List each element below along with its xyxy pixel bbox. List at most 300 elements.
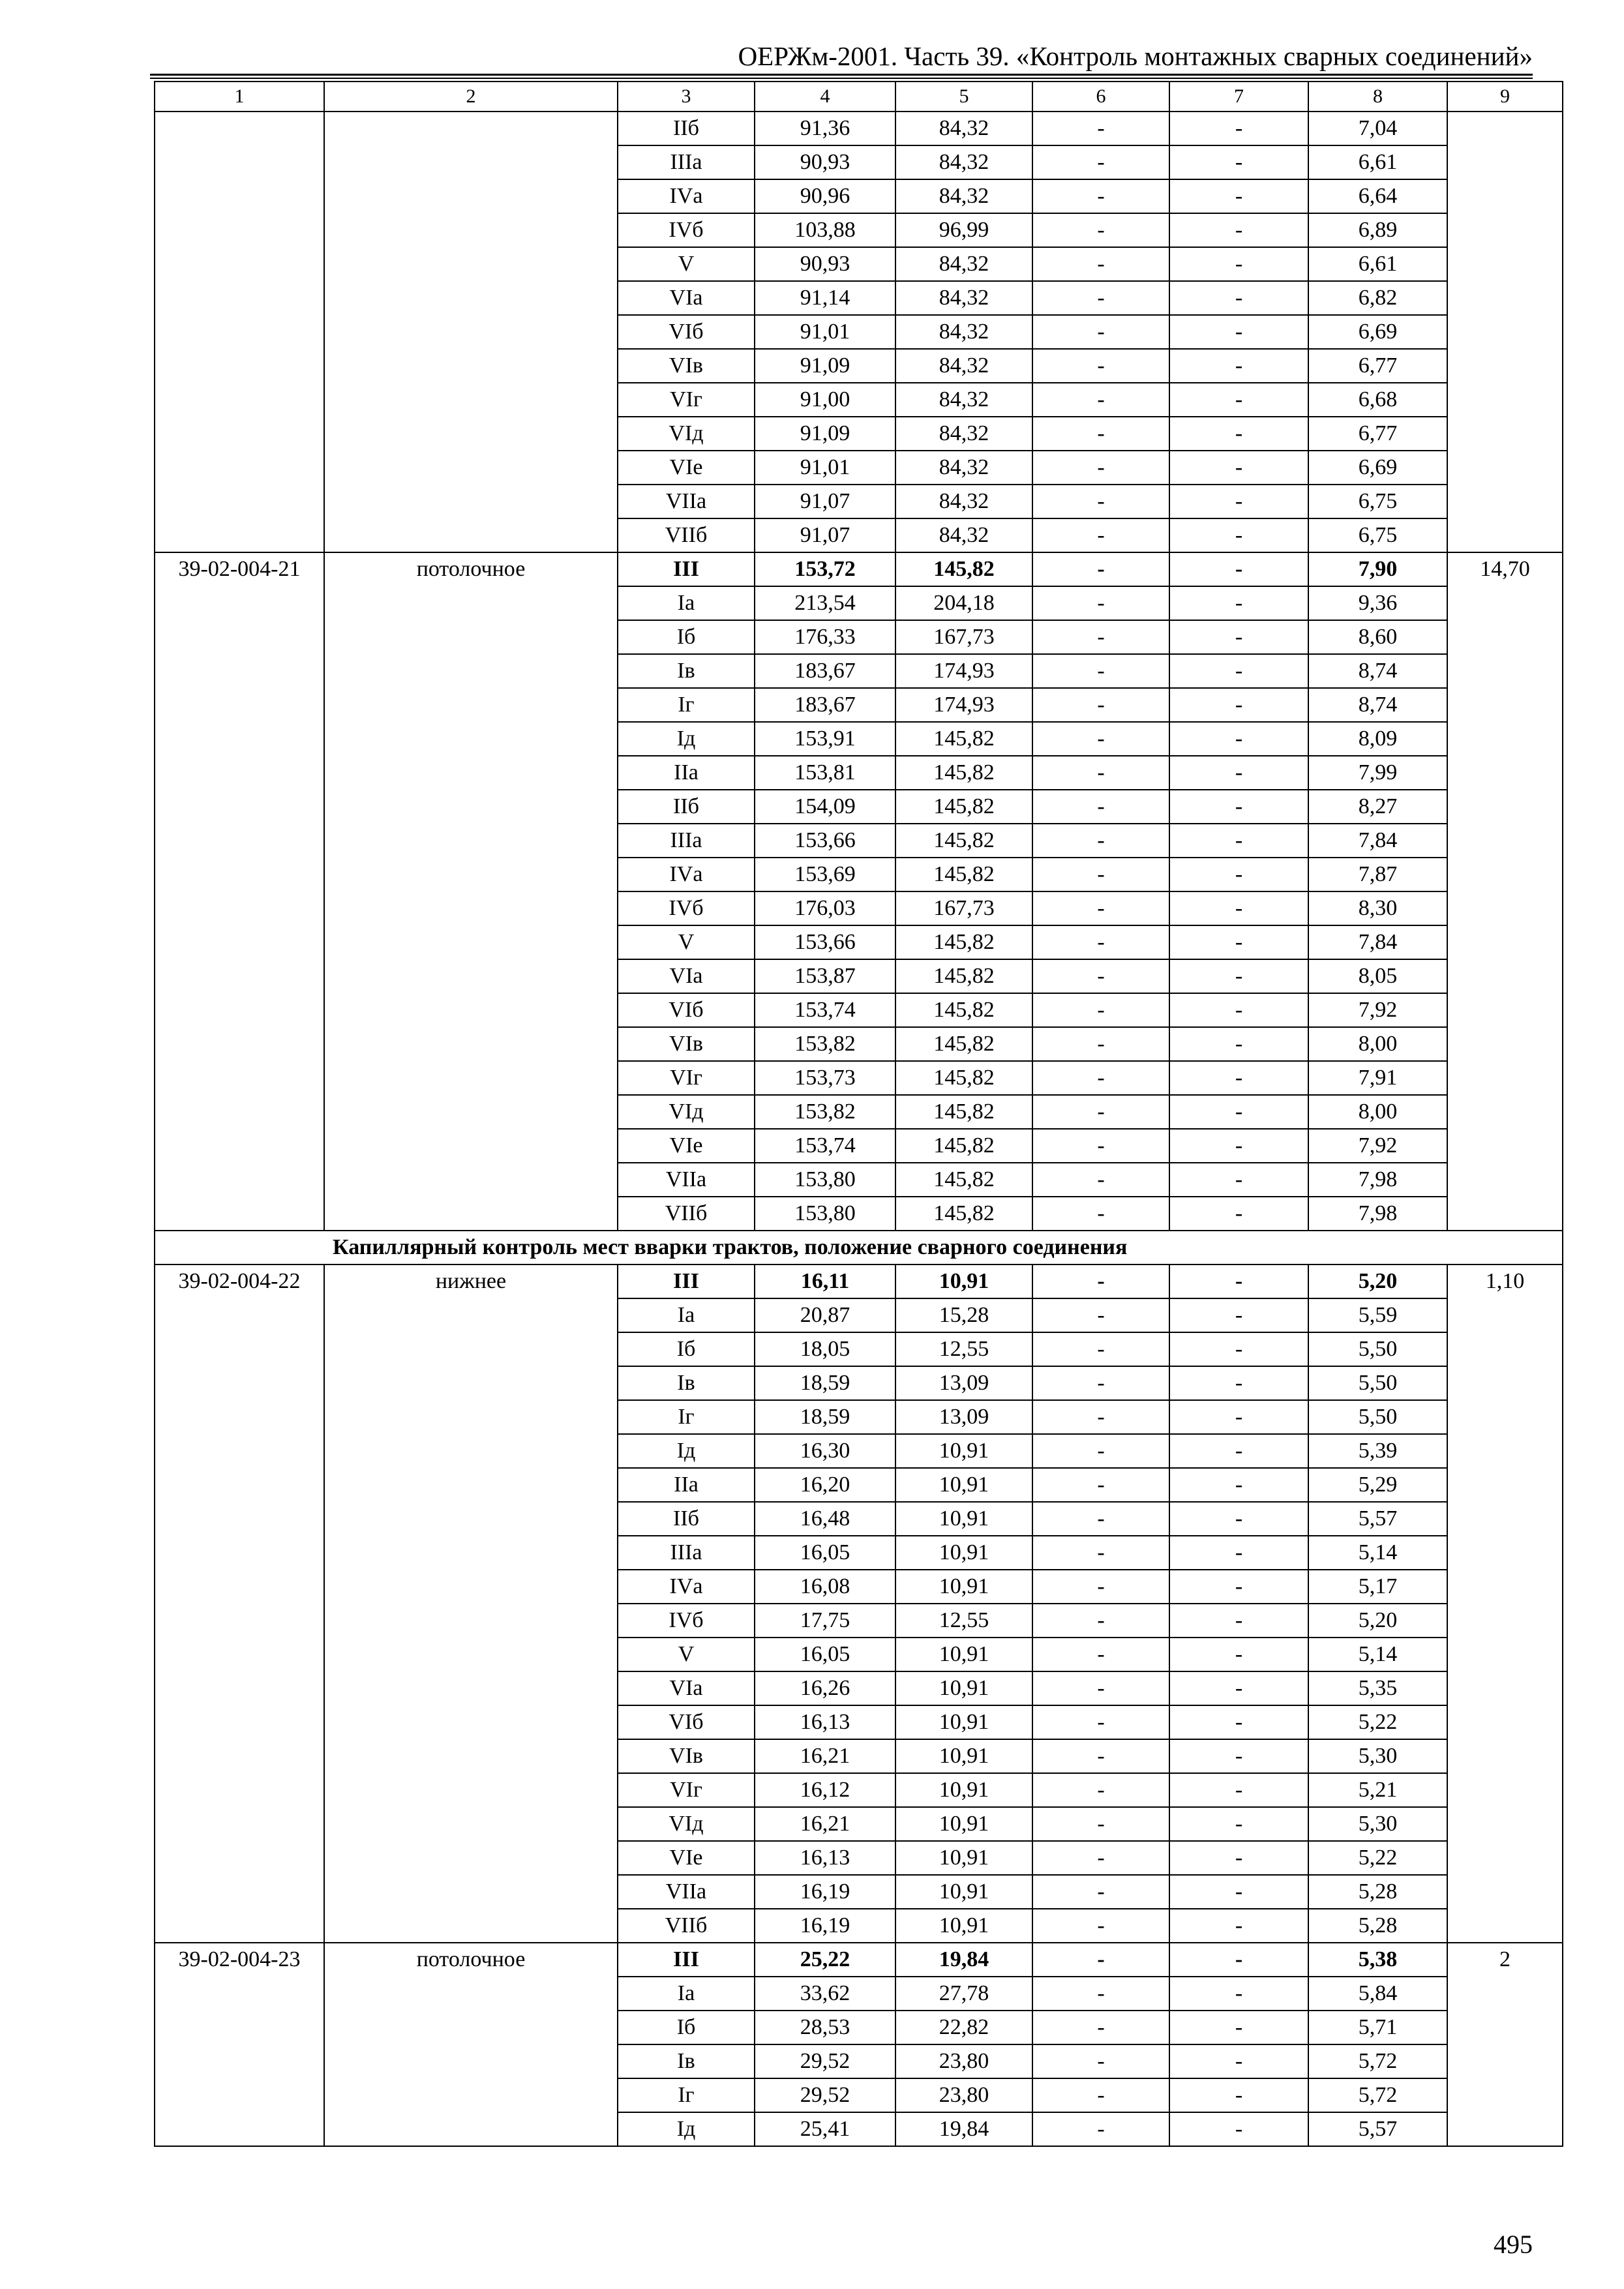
machine-wage-cell: - — [1169, 1264, 1308, 1298]
wage-cell: 84,32 — [895, 112, 1032, 145]
wage-cell: 145,82 — [895, 1197, 1032, 1231]
materials-cell: 5,28 — [1308, 1875, 1447, 1909]
section-heading: Капиллярный контроль мест вварки трактов, положение сварного соединения — [155, 1231, 1563, 1264]
machine-wage-cell: - — [1169, 247, 1308, 281]
wage-cell: 10,91 — [895, 1570, 1032, 1604]
machine-cell: - — [1032, 824, 1169, 858]
machine-cell: - — [1032, 1468, 1169, 1502]
column-number: 2 — [324, 82, 618, 112]
materials-cell: 5,71 — [1308, 2011, 1447, 2044]
total-cost-cell: 154,09 — [755, 790, 895, 824]
machine-cell: - — [1032, 552, 1169, 586]
machine-wage-cell: - — [1169, 1773, 1308, 1807]
wage-cell: 145,82 — [895, 1061, 1032, 1095]
total-cost-cell: 153,80 — [755, 1163, 895, 1197]
materials-cell: 5,39 — [1308, 1434, 1447, 1468]
wage-cell: 15,28 — [895, 1298, 1032, 1332]
header-rule — [150, 74, 1533, 76]
machine-cell: - — [1032, 1570, 1169, 1604]
wage-cell: 84,32 — [895, 485, 1032, 518]
wage-cell: 23,80 — [895, 2044, 1032, 2078]
machine-cell: - — [1032, 1163, 1169, 1197]
materials-cell: 9,36 — [1308, 586, 1447, 620]
zone-cell: VIг — [618, 383, 755, 417]
page-number: 495 — [1494, 2230, 1533, 2259]
machine-cell: - — [1032, 2112, 1169, 2146]
materials-cell: 5,30 — [1308, 1807, 1447, 1841]
total-cost-cell: 16,19 — [755, 1909, 895, 1943]
machine-cell: - — [1032, 1909, 1169, 1943]
zone-cell: VIг — [618, 1773, 755, 1807]
materials-cell: 6,75 — [1308, 518, 1447, 552]
table-row — [155, 1264, 1563, 1298]
wage-cell: 84,32 — [895, 179, 1032, 213]
materials-cell: 5,72 — [1308, 2044, 1447, 2078]
weld-position-cell: потолочное — [324, 1943, 618, 2146]
machine-cell: - — [1032, 1400, 1169, 1434]
wage-cell: 145,82 — [895, 790, 1032, 824]
materials-cell: 5,28 — [1308, 1909, 1447, 1943]
total-cost-cell: 153,69 — [755, 858, 895, 891]
column-number: 5 — [895, 82, 1032, 112]
wage-cell: 145,82 — [895, 1027, 1032, 1061]
zone-cell: Iб — [618, 1332, 755, 1366]
total-cost-cell: 16,26 — [755, 1671, 895, 1705]
zone-cell: Iб — [618, 620, 755, 654]
machine-wage-cell: - — [1169, 586, 1308, 620]
zone-cell: VIв — [618, 1027, 755, 1061]
machine-cell: - — [1032, 1332, 1169, 1366]
zone-cell: VIа — [618, 281, 755, 315]
machine-cell: - — [1032, 417, 1169, 451]
machine-wage-cell: - — [1169, 891, 1308, 925]
machine-wage-cell: - — [1169, 1943, 1308, 1977]
zone-cell: Iг — [618, 1400, 755, 1434]
materials-cell: 7,98 — [1308, 1163, 1447, 1197]
machine-wage-cell: - — [1169, 620, 1308, 654]
materials-cell: 8,00 — [1308, 1027, 1447, 1061]
materials-cell: 6,64 — [1308, 179, 1447, 213]
materials-cell: 5,50 — [1308, 1332, 1447, 1366]
machine-wage-cell: - — [1169, 1705, 1308, 1739]
rate-code-cell: 39-02-004-23 — [155, 1943, 324, 2146]
materials-cell: 5,20 — [1308, 1264, 1447, 1298]
table-body — [155, 112, 1563, 2146]
materials-cell: 7,99 — [1308, 756, 1447, 790]
total-cost-cell: 176,33 — [755, 620, 895, 654]
materials-cell: 8,60 — [1308, 620, 1447, 654]
column-number: 6 — [1032, 82, 1169, 112]
machine-wage-cell: - — [1169, 824, 1308, 858]
machine-wage-cell: - — [1169, 993, 1308, 1027]
wage-cell: 145,82 — [895, 858, 1032, 891]
zone-cell: IVб — [618, 891, 755, 925]
machine-wage-cell: - — [1169, 485, 1308, 518]
rate-code-cell: 39-02-004-21 — [155, 552, 324, 1231]
wage-cell: 145,82 — [895, 552, 1032, 586]
machine-wage-cell: - — [1169, 1502, 1308, 1536]
section-heading-row — [155, 1231, 1563, 1264]
machine-cell: - — [1032, 925, 1169, 959]
total-cost-cell: 91,36 — [755, 112, 895, 145]
machine-cell: - — [1032, 1536, 1169, 1570]
materials-cell: 6,77 — [1308, 349, 1447, 383]
machine-wage-cell: - — [1169, 281, 1308, 315]
machine-cell: - — [1032, 1129, 1169, 1163]
total-cost-cell: 16,48 — [755, 1502, 895, 1536]
zone-cell: IIа — [618, 1468, 755, 1502]
materials-cell: 5,22 — [1308, 1705, 1447, 1739]
labor-cell: 1,10 — [1447, 1264, 1563, 1943]
zone-cell: Iг — [618, 688, 755, 722]
wage-cell: 12,55 — [895, 1332, 1032, 1366]
materials-cell: 7,84 — [1308, 824, 1447, 858]
labor-cell — [1447, 112, 1563, 552]
machine-cell: - — [1032, 2011, 1169, 2044]
materials-cell: 6,75 — [1308, 485, 1447, 518]
zone-cell: VIе — [618, 451, 755, 485]
wage-cell: 84,32 — [895, 383, 1032, 417]
wage-cell: 145,82 — [895, 824, 1032, 858]
total-cost-cell: 90,93 — [755, 247, 895, 281]
zone-cell: VIIа — [618, 1875, 755, 1909]
machine-cell: - — [1032, 1807, 1169, 1841]
materials-cell: 5,17 — [1308, 1570, 1447, 1604]
machine-wage-cell: - — [1169, 1095, 1308, 1129]
machine-cell: - — [1032, 1366, 1169, 1400]
materials-cell: 5,50 — [1308, 1366, 1447, 1400]
total-cost-cell: 16,21 — [755, 1807, 895, 1841]
column-number: 8 — [1308, 82, 1447, 112]
total-cost-cell: 153,80 — [755, 1197, 895, 1231]
total-cost-cell: 25,41 — [755, 2112, 895, 2146]
wage-cell: 22,82 — [895, 2011, 1032, 2044]
zone-cell: VIа — [618, 1671, 755, 1705]
zone-cell: V — [618, 1638, 755, 1671]
materials-cell: 6,69 — [1308, 315, 1447, 349]
total-cost-cell: 153,66 — [755, 925, 895, 959]
wage-cell: 10,91 — [895, 1841, 1032, 1875]
page-header-title: ОЕРЖм-2001. Часть 39. «Контроль монтажных сварных соединений» — [738, 41, 1533, 71]
column-number-row — [155, 82, 1563, 112]
wage-cell: 19,84 — [895, 1943, 1032, 1977]
machine-cell: - — [1032, 790, 1169, 824]
column-number: 4 — [755, 82, 895, 112]
wage-cell: 10,91 — [895, 1434, 1032, 1468]
machine-cell: - — [1032, 2078, 1169, 2112]
materials-cell: 5,72 — [1308, 2078, 1447, 2112]
zone-cell: IVа — [618, 858, 755, 891]
wage-cell: 84,32 — [895, 281, 1032, 315]
machine-cell: - — [1032, 518, 1169, 552]
machine-wage-cell: - — [1169, 1129, 1308, 1163]
machine-wage-cell: - — [1169, 1434, 1308, 1468]
zone-cell: Iд — [618, 722, 755, 756]
total-cost-cell: 153,87 — [755, 959, 895, 993]
zone-cell: VIб — [618, 993, 755, 1027]
wage-cell: 10,91 — [895, 1875, 1032, 1909]
materials-cell: 5,22 — [1308, 1841, 1447, 1875]
machine-wage-cell: - — [1169, 790, 1308, 824]
materials-cell: 5,84 — [1308, 1977, 1447, 2011]
total-cost-cell: 16,12 — [755, 1773, 895, 1807]
machine-cell: - — [1032, 1977, 1169, 2011]
machine-cell: - — [1032, 1095, 1169, 1129]
total-cost-cell: 18,59 — [755, 1366, 895, 1400]
total-cost-cell: 153,66 — [755, 824, 895, 858]
machine-cell: - — [1032, 1875, 1169, 1909]
wage-cell: 84,32 — [895, 145, 1032, 179]
zone-cell: VIд — [618, 1095, 755, 1129]
total-cost-cell: 153,82 — [755, 1027, 895, 1061]
zone-cell: VIа — [618, 959, 755, 993]
materials-cell: 6,61 — [1308, 247, 1447, 281]
materials-cell: 7,98 — [1308, 1197, 1447, 1231]
machine-cell: - — [1032, 179, 1169, 213]
materials-cell: 8,05 — [1308, 959, 1447, 993]
machine-wage-cell: - — [1169, 2011, 1308, 2044]
wage-cell: 167,73 — [895, 620, 1032, 654]
zone-cell: III — [618, 1264, 755, 1298]
total-cost-cell: 91,09 — [755, 417, 895, 451]
machine-wage-cell: - — [1169, 1807, 1308, 1841]
total-cost-cell: 29,52 — [755, 2044, 895, 2078]
total-cost-cell: 28,53 — [755, 2011, 895, 2044]
wage-cell: 145,82 — [895, 756, 1032, 790]
machine-wage-cell: - — [1169, 858, 1308, 891]
wage-cell: 84,32 — [895, 518, 1032, 552]
materials-cell: 6,61 — [1308, 145, 1447, 179]
total-cost-cell: 91,09 — [755, 349, 895, 383]
total-cost-cell: 91,14 — [755, 281, 895, 315]
weld-position-cell: нижнее — [324, 1264, 618, 1943]
total-cost-cell: 16,20 — [755, 1468, 895, 1502]
machine-cell: - — [1032, 315, 1169, 349]
zone-cell: IIIа — [618, 1536, 755, 1570]
wage-cell: 19,84 — [895, 2112, 1032, 2146]
total-cost-cell: 16,30 — [755, 1434, 895, 1468]
wage-cell: 167,73 — [895, 891, 1032, 925]
machine-wage-cell: - — [1169, 722, 1308, 756]
machine-wage-cell: - — [1169, 1875, 1308, 1909]
zone-cell: Iб — [618, 2011, 755, 2044]
zone-cell: IVб — [618, 1604, 755, 1638]
machine-wage-cell: - — [1169, 1977, 1308, 2011]
materials-cell: 8,74 — [1308, 654, 1447, 688]
labor-cell: 14,70 — [1447, 552, 1563, 1231]
zone-cell: V — [618, 247, 755, 281]
machine-cell: - — [1032, 1841, 1169, 1875]
machine-wage-cell: - — [1169, 1841, 1308, 1875]
total-cost-cell: 153,81 — [755, 756, 895, 790]
table-row — [155, 112, 1563, 145]
machine-wage-cell: - — [1169, 417, 1308, 451]
materials-cell: 7,92 — [1308, 993, 1447, 1027]
wage-cell: 84,32 — [895, 349, 1032, 383]
zone-cell: VIв — [618, 349, 755, 383]
zone-cell: III — [618, 552, 755, 586]
table-row — [155, 552, 1563, 586]
wage-cell: 10,91 — [895, 1739, 1032, 1773]
total-cost-cell: 90,96 — [755, 179, 895, 213]
materials-cell: 5,14 — [1308, 1536, 1447, 1570]
table-row — [155, 1943, 1563, 1977]
wage-cell: 174,93 — [895, 654, 1032, 688]
machine-wage-cell: - — [1169, 1739, 1308, 1773]
machine-wage-cell: - — [1169, 756, 1308, 790]
total-cost-cell: 153,82 — [755, 1095, 895, 1129]
machine-cell: - — [1032, 722, 1169, 756]
machine-wage-cell: - — [1169, 2044, 1308, 2078]
materials-cell: 5,50 — [1308, 1400, 1447, 1434]
machine-wage-cell: - — [1169, 451, 1308, 485]
total-cost-cell: 18,05 — [755, 1332, 895, 1366]
machine-wage-cell: - — [1169, 1061, 1308, 1095]
machine-cell: - — [1032, 2044, 1169, 2078]
total-cost-cell: 91,07 — [755, 518, 895, 552]
machine-wage-cell: - — [1169, 925, 1308, 959]
zone-cell: III — [618, 1943, 755, 1977]
total-cost-cell: 176,03 — [755, 891, 895, 925]
machine-cell: - — [1032, 654, 1169, 688]
total-cost-cell: 25,22 — [755, 1943, 895, 1977]
machine-wage-cell: - — [1169, 552, 1308, 586]
machine-wage-cell: - — [1169, 383, 1308, 417]
zone-cell: V — [618, 925, 755, 959]
weld-position-cell: потолочное — [324, 552, 618, 1231]
total-cost-cell: 153,72 — [755, 552, 895, 586]
zone-cell: Iд — [618, 2112, 755, 2146]
total-cost-cell: 29,52 — [755, 2078, 895, 2112]
zone-cell: VIе — [618, 1129, 755, 1163]
machine-wage-cell: - — [1169, 2112, 1308, 2146]
machine-wage-cell: - — [1169, 349, 1308, 383]
materials-cell: 5,57 — [1308, 2112, 1447, 2146]
zone-cell: VIв — [618, 1739, 755, 1773]
zone-cell: Iа — [618, 586, 755, 620]
materials-cell: 8,09 — [1308, 722, 1447, 756]
column-number: 3 — [618, 82, 755, 112]
zone-cell: IVа — [618, 179, 755, 213]
column-number: 9 — [1447, 82, 1563, 112]
machine-wage-cell: - — [1169, 1638, 1308, 1671]
machine-cell: - — [1032, 756, 1169, 790]
wage-cell: 10,91 — [895, 1909, 1032, 1943]
zone-cell: IVб — [618, 213, 755, 247]
machine-cell: - — [1032, 1705, 1169, 1739]
zone-cell: VIд — [618, 1807, 755, 1841]
machine-cell: - — [1032, 112, 1169, 145]
wage-cell: 145,82 — [895, 1129, 1032, 1163]
machine-wage-cell: - — [1169, 688, 1308, 722]
wage-cell: 13,09 — [895, 1366, 1032, 1400]
zone-cell: IIа — [618, 756, 755, 790]
machine-cell: - — [1032, 959, 1169, 993]
machine-wage-cell: - — [1169, 1671, 1308, 1705]
wage-cell: 27,78 — [895, 1977, 1032, 2011]
machine-cell: - — [1032, 1739, 1169, 1773]
zone-cell: VIIб — [618, 518, 755, 552]
machine-wage-cell: - — [1169, 654, 1308, 688]
total-cost-cell: 213,54 — [755, 586, 895, 620]
machine-wage-cell: - — [1169, 1366, 1308, 1400]
header-rule-thin — [150, 78, 1533, 79]
materials-cell: 5,30 — [1308, 1739, 1447, 1773]
wage-cell: 145,82 — [895, 993, 1032, 1027]
materials-cell: 8,30 — [1308, 891, 1447, 925]
materials-cell: 5,20 — [1308, 1604, 1447, 1638]
materials-cell: 7,87 — [1308, 858, 1447, 891]
total-cost-cell: 91,01 — [755, 451, 895, 485]
wage-cell: 145,82 — [895, 722, 1032, 756]
zone-cell: Iг — [618, 2078, 755, 2112]
total-cost-cell: 16,08 — [755, 1570, 895, 1604]
machine-wage-cell: - — [1169, 145, 1308, 179]
total-cost-cell: 16,19 — [755, 1875, 895, 1909]
zone-cell: IIб — [618, 790, 755, 824]
machine-cell: - — [1032, 1638, 1169, 1671]
machine-wage-cell: - — [1169, 1570, 1308, 1604]
materials-cell: 6,89 — [1308, 213, 1447, 247]
materials-cell: 8,74 — [1308, 688, 1447, 722]
total-cost-cell: 16,13 — [755, 1705, 895, 1739]
zone-cell: Iв — [618, 2044, 755, 2078]
machine-wage-cell: - — [1169, 1909, 1308, 1943]
zone-cell: Iв — [618, 654, 755, 688]
wage-cell: 10,91 — [895, 1468, 1032, 1502]
wage-cell: 84,32 — [895, 247, 1032, 281]
zone-cell: IIб — [618, 112, 755, 145]
machine-wage-cell: - — [1169, 1536, 1308, 1570]
zone-cell: Iа — [618, 1977, 755, 2011]
machine-wage-cell: - — [1169, 1400, 1308, 1434]
total-cost-cell: 153,74 — [755, 993, 895, 1027]
machine-cell: - — [1032, 485, 1169, 518]
machine-cell: - — [1032, 383, 1169, 417]
total-cost-cell: 153,73 — [755, 1061, 895, 1095]
total-cost-cell: 33,62 — [755, 1977, 895, 2011]
total-cost-cell: 183,67 — [755, 688, 895, 722]
rates-table — [154, 81, 1563, 2147]
total-cost-cell: 16,21 — [755, 1739, 895, 1773]
wage-cell: 10,91 — [895, 1671, 1032, 1705]
zone-cell: Iд — [618, 1434, 755, 1468]
wage-cell: 10,91 — [895, 1773, 1032, 1807]
materials-cell: 6,68 — [1308, 383, 1447, 417]
column-number: 7 — [1169, 82, 1308, 112]
machine-cell: - — [1032, 349, 1169, 383]
machine-wage-cell: - — [1169, 1027, 1308, 1061]
rate-code-cell: 39-02-004-22 — [155, 1264, 324, 1943]
total-cost-cell: 16,13 — [755, 1841, 895, 1875]
materials-cell: 8,00 — [1308, 1095, 1447, 1129]
machine-wage-cell: - — [1169, 1197, 1308, 1231]
wage-cell: 10,91 — [895, 1536, 1032, 1570]
materials-cell: 7,04 — [1308, 112, 1447, 145]
total-cost-cell: 153,91 — [755, 722, 895, 756]
machine-wage-cell: - — [1169, 315, 1308, 349]
machine-cell: - — [1032, 451, 1169, 485]
wage-cell: 10,91 — [895, 1264, 1032, 1298]
zone-cell: VIIа — [618, 485, 755, 518]
machine-cell: - — [1032, 1434, 1169, 1468]
materials-cell: 7,84 — [1308, 925, 1447, 959]
machine-wage-cell: - — [1169, 2078, 1308, 2112]
zone-cell: VIIб — [618, 1197, 755, 1231]
total-cost-cell: 153,74 — [755, 1129, 895, 1163]
wage-cell: 204,18 — [895, 586, 1032, 620]
wage-cell: 10,91 — [895, 1502, 1032, 1536]
